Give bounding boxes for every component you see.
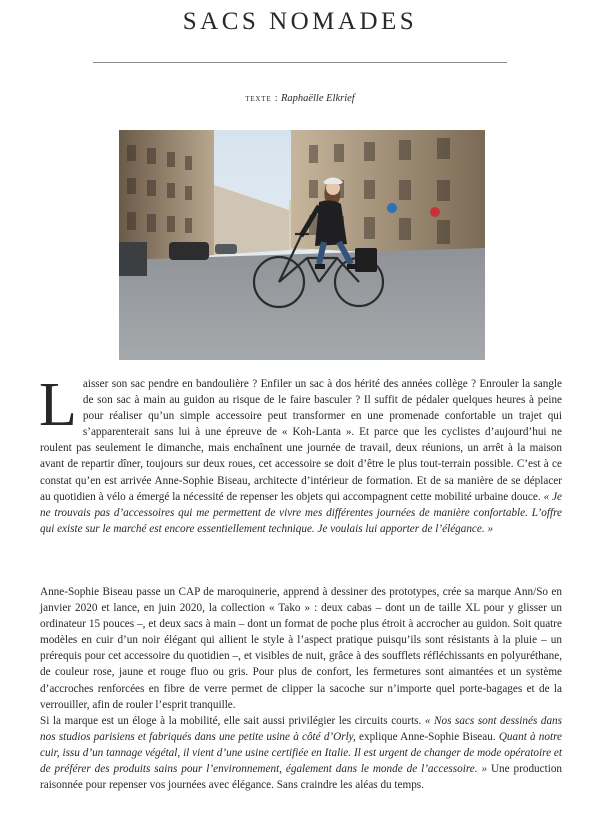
title-divider (93, 62, 507, 63)
article-title: SACS NOMADES (182, 8, 418, 35)
paragraph-3-quote-2: Quant à notre cuir, issu d’un tannage végétal, il vient d’une usine certifiée en Italie. Il est urgent de changer de mode opératoire et de préférer des produits sains pour l’environnement, également dans le monde de l’accessoire. » (40, 730, 562, 776)
article-paragraph-3 (40, 713, 562, 793)
article-paragraph-1 (39, 371, 562, 537)
paragraph-3-text-b: explique Anne-Sophie Biseau. (355, 730, 499, 743)
drop-cap: L (39, 371, 77, 439)
paragraph-1-quote: « Je ne trouvais pas d’accessoires qui me permettent de vivre mes différentes journées de manière confortable. L’offre qui existe sur le marché est encore essentiellement technique. Je voulais lui apporter de l’élégance. » (40, 490, 562, 535)
byline-label: texte : (245, 93, 279, 104)
byline (0, 93, 600, 104)
paragraph-2-text: Anne-Sophie Biseau passe un CAP de maroquinerie, apprend à dessiner des prototypes, crée sa marque Ann/So en janvier 2020 et lance, en juin 2020, la collection « Tako » : deux cabas – dont un de taille XL pour y glisser un ordinateur 15 pouces –, et deux sacs à main – dont un format de poche plus étroit à accrocher au guidon. Soit quatre modèles en cuir d’un noir élégant qui allient le style à l’aspect pratique puisqu’ils sont résistants à la pluie – un prérequis pour cet accessoire du quotidien –, et visibles de nuit, grâce à des soufflets réfléchissants en polyuréthane, de couleur rose, jaune et rouge fluo ou gris. Pour plus de confort, les fermetures sont aimantées et un système d’accroches renforcées en fibre de verre permet de clipper la sacoche sur n’importe quel porte-bagages et de la verrouiller, afin de rouler l’esprit tranquille. (40, 586, 562, 711)
byline-author: Raphaëlle Elkrief (280, 93, 355, 104)
paragraph-1-text: aisser son sac pendre en bandoulière ? Enfiler un sac à dos hérité des années collège ? Enrouler la sangle de son sac à main au guidon au risque de le faire basculer ? Il suffit de pédaler quelques heures à peine pour réaliser qu’un simple accessoire peut transformer en une promenade confortable un trajet qui s’apparenterait sans lui à une épreuve de « Koh-Lanta ». Et parce que les cyclistes d’aujourd’hui ne roulent pas seulement le dimanche, mais enchaînent une journée de travail, deux réunions, un arrêt à la maison avant de repartir dîner, toujours sur deux roues, cet accessoire se doit d’être le plus tout-terrain possible. C’est à ce constat qu’en est arrivée Anne-Sophie Biseau, architecte d’intérieur de formation. Et de sa manière de se déplacer au quotidien à vélo a émergé la nécessité de repenser les objets qui accompagnent cette mobilité urbaine douce. (40, 378, 562, 503)
cyclist-photo-illustration (119, 130, 485, 360)
article-photo (119, 130, 485, 360)
paragraph-3-text-c: Une production raisonnée pour repenser vos journées avec élégance. Sans craindre les aléas du temps. (40, 763, 563, 792)
paragraph-3-text-a: Si la marque est un éloge à la mobilité, elle sait aussi privilégier les circuits courts. (40, 714, 425, 727)
paragraph-3-quote-1: « Nos sacs sont dessinés dans nos studios parisiens et fabriqués dans une petite usine à côté d’Orly, (40, 714, 562, 743)
article-paragraph-2 (40, 584, 562, 793)
